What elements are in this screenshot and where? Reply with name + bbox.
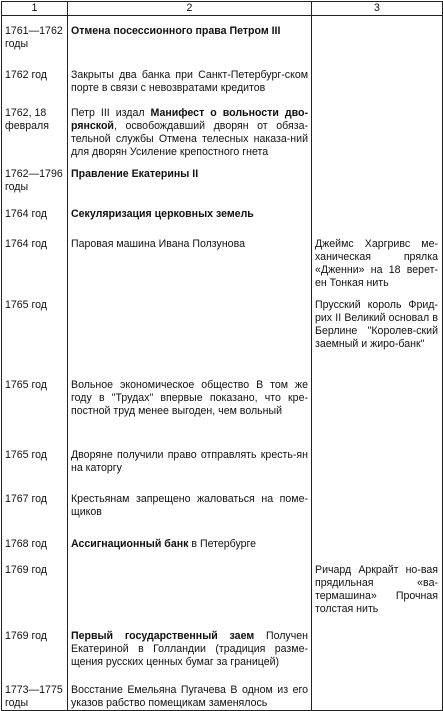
table-row <box>2 484 443 529</box>
event-lead-text: Петр III издал <box>71 106 151 119</box>
world-event-cell <box>312 290 443 370</box>
event-detail-text: Восстание Емельяна Пугачева В одном из его указов рабство помещикам заменялось <box>71 683 308 709</box>
world-event-cell <box>312 675 443 711</box>
russia-event-text <box>71 60 308 95</box>
date-cell <box>2 229 68 290</box>
russia-event-text <box>71 529 308 551</box>
date-cell <box>2 290 68 370</box>
date-cell <box>2 98 68 159</box>
header-col-1: 1 <box>2 2 68 16</box>
world-event-cell <box>312 370 443 440</box>
date-cell <box>2 16 68 60</box>
russia-event-text <box>71 621 308 669</box>
world-event-cell <box>312 98 443 159</box>
world-event-cell <box>312 159 443 199</box>
date-cell <box>2 440 68 484</box>
russia-event-cell <box>68 621 312 675</box>
russia-event-text <box>71 370 308 418</box>
world-event-text: Джеймс Харгривс ме-ханическая прялка «Дженни» на 18 верет-ен Тонкая нить <box>315 237 438 289</box>
world-event-cell <box>312 16 443 60</box>
event-highlight: Манифест о вольности дво-рянской <box>71 106 308 132</box>
event-detail-text: Паровая машина Ивана Ползунова <box>71 237 245 250</box>
russia-event-cell <box>68 199 312 229</box>
date-text: 1764 год <box>5 207 47 220</box>
event-detail-text: Закрыты два банка при Санкт-Петербург-ском порте в связи с невозвратами кредитов <box>71 68 308 94</box>
date-text: 1762—1796 годы <box>5 167 63 193</box>
date-text: 1767 год <box>5 492 47 505</box>
date-text: 1762 год <box>5 68 47 81</box>
table-row <box>2 370 443 440</box>
table-row <box>2 555 443 621</box>
date-text: 1761—1762 годы <box>5 25 63 50</box>
date-cell <box>2 555 68 621</box>
russia-event-text <box>71 290 308 299</box>
table-row <box>2 290 443 370</box>
russia-event-cell <box>68 555 312 621</box>
table-row <box>2 60 443 98</box>
table-row <box>2 16 443 60</box>
world-event-text: Прусский король Фрид-рих II Великий основал в Берлине "Королев-ский заемный и жиро-банк" <box>315 298 438 350</box>
russia-event-cell <box>68 529 312 555</box>
table-row <box>2 199 443 229</box>
russia-event-cell <box>68 16 312 60</box>
event-detail-text: Получен Екатериной в Голландии (традиция разме-щения русских ценных бумаг за границей) <box>71 629 308 668</box>
russia-event-cell <box>68 484 312 529</box>
date-cell <box>2 675 68 711</box>
date-text: 1764 год <box>5 237 47 250</box>
russia-event-cell <box>68 440 312 484</box>
date-cell <box>2 199 68 229</box>
date-text: 1768 год <box>5 537 47 550</box>
russia-event-cell <box>68 60 312 98</box>
event-detail-text: , освобождавший дворян от обяза-тельной службы Отмена телесных наказа-ний для дворян Усиление крепостного гнета <box>71 119 308 158</box>
russia-event-cell <box>68 98 312 159</box>
russia-event-text <box>71 484 308 519</box>
date-text: 1765 год <box>5 378 47 391</box>
date-cell <box>2 370 68 440</box>
header-col-2: 2 <box>68 2 312 16</box>
table-row <box>2 529 443 555</box>
event-highlight: Секуляризация церковных земель <box>71 207 254 220</box>
russia-event-cell <box>68 159 312 199</box>
russia-event-text <box>71 199 308 221</box>
russia-event-cell <box>68 290 312 370</box>
date-cell <box>2 159 68 199</box>
event-highlight: Правление Екатерины II <box>71 167 199 180</box>
world-event-cell <box>312 199 443 229</box>
event-detail-text: Крестьянам запрещено жаловаться на поме-щиков <box>71 492 308 518</box>
date-cell <box>2 529 68 555</box>
date-text: 1769 год <box>5 629 47 642</box>
date-text: 1765 год <box>5 448 47 461</box>
date-text: 1773—1775 годы <box>5 683 63 709</box>
russia-event-text <box>71 98 308 159</box>
date-text: 1762, 18 февраля <box>5 106 49 132</box>
russia-event-text <box>71 555 308 564</box>
event-highlight: Ассигнационный банк <box>71 537 189 550</box>
russia-event-text <box>71 440 308 475</box>
table-row <box>2 440 443 484</box>
world-event-cell <box>312 440 443 484</box>
russia-event-text <box>71 675 308 710</box>
date-cell <box>2 484 68 529</box>
world-event-cell <box>312 621 443 675</box>
header-row <box>2 2 443 16</box>
header-col-3: 3 <box>312 2 443 16</box>
event-detail-text: в Петербурге <box>188 537 257 550</box>
chronology-table <box>1 1 443 711</box>
table-row <box>2 229 443 290</box>
event-detail-text: Вольное экономическое общество В том же году в "Трудах" впервые показано, что кре-постной труд менее выгоден, чем вольный <box>71 378 308 417</box>
world-event-cell <box>312 529 443 555</box>
date-text: 1769 год <box>5 563 47 576</box>
world-event-cell <box>312 229 443 290</box>
world-event-text: Ричард Аркрайт но-вая прядильная «ва-термашина» Прочная толстая нить <box>315 563 438 615</box>
table-row <box>2 621 443 675</box>
russia-event-cell <box>68 229 312 290</box>
table-row <box>2 98 443 159</box>
world-event-cell <box>312 555 443 621</box>
table-row <box>2 159 443 199</box>
world-event-cell <box>312 60 443 98</box>
date-cell <box>2 60 68 98</box>
event-detail-text: Дворяне получили право отправлять кресть-ян на каторгу <box>71 448 308 474</box>
event-highlight: Первый государственный заем <box>71 629 255 642</box>
russia-event-cell <box>68 675 312 711</box>
russia-event-text <box>71 16 308 38</box>
date-text: 1765 год <box>5 298 47 311</box>
russia-event-text <box>71 229 308 251</box>
world-event-cell <box>312 484 443 529</box>
table-row <box>2 675 443 711</box>
date-cell <box>2 621 68 675</box>
russia-event-cell <box>68 370 312 440</box>
event-highlight: Отмена посессионного права Петром III <box>71 25 281 37</box>
russia-event-text <box>71 159 308 181</box>
